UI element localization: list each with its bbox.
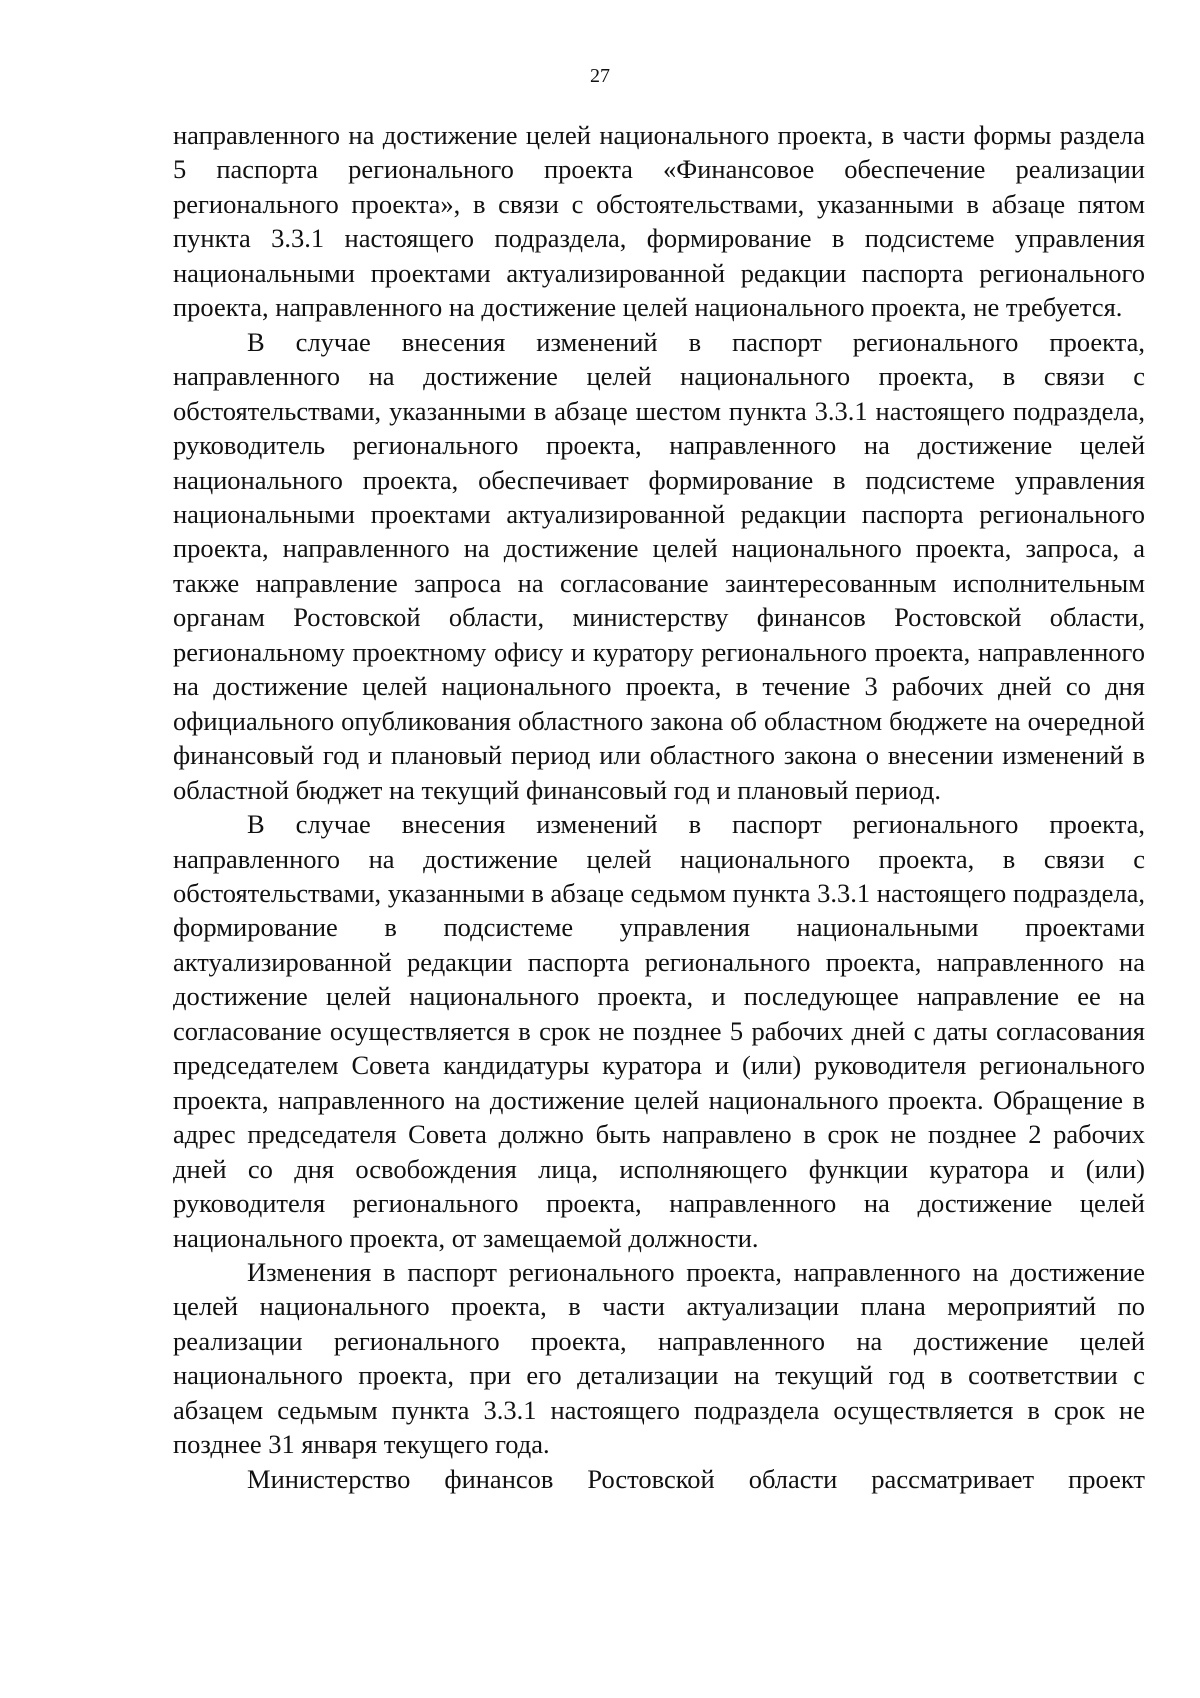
paragraph-5: Министерство финансов Ростовской области рассматривает проект	[247, 1463, 1145, 1494]
page-number: 27	[590, 65, 610, 87]
paragraph-3: В случае внесения изменений в паспорт регионального проекта, направленного на достижение целей национального проекта, в связи с обстоятельствами, указанными в абзаце седьмом пункта 3.3.1 настоящего подраздела, формирование в подсистеме управления национальными проектами актуализированной редакции паспорта регионального проекта, направленного на достижение целей национального проекта, и последующее направление ее на согласование осуществляется в срок не позднее 5 рабочих дней с даты согласования председателем Совета кандидатуры куратора и (или) руководителя регионального проекта, направленного на достижение целей национального проекта. Обращение в адрес председателя Совета должно быть направлено в срок не позднее 2 рабочих дней со дня освобождения лица, исполняющего функции куратора и (или) руководителя регионального проекта, направленного на достижение целей национального проекта, от замещаемой должности.	[173, 809, 1145, 1253]
paragraph-1: направленного на достижение целей национального проекта, в части формы раздела 5 паспорта регионального проекта «Финансовое обеспечение реализации регионального проекта», в связи с обстоятельствами, указанными в абзаце пятом пункта 3.3.1 настоящего подраздела, формирование в подсистеме управления национальными проектами актуализированной редакции паспорта регионального проекта, направленного на достижение целей национального проекта, не требуется.	[173, 120, 1145, 323]
paragraph-4: Изменения в паспорт регионального проекта, направленного на достижение целей национального проекта, в части актуализации плана мероприятий по реализации регионального проекта, направленного на достижение целей национального проекта, при его детализации на текущий год в соответствии с абзацем седьмым пункта 3.3.1 настоящего подраздела осуществляется в срок не позднее 31 января текущего года.	[173, 1256, 1145, 1460]
paragraph-2: В случае внесения изменений в паспорт регионального проекта, направленного на достижение целей национального проекта, в связи с обстоятельствами, указанными в абзаце шестом пункта 3.3.1 настоящего подраздела, руководитель регионального проекта, направленного на достижение целей национального проекта, обеспечивает формирование в подсистеме управления национальными проектами актуализированной редакции паспорта регионального проекта, направленного на достижение целей национального проекта, запроса, а также направление запроса на согласование заинтересованным исполнительным органам Ростовской области, министерству финансов Ростовской области, региональному проектному офису и куратору регионального проекта, направленного на достижение целей национального проекта, в течение 3 рабочих дней со дня официального опубликования областного закона об областном бюджете на очередной финансовый год и плановый период или областного закона о внесении изменений в областной бюджет на текущий финансовый год и плановый период.	[173, 326, 1145, 805]
document-body	[173, 118, 1145, 1496]
